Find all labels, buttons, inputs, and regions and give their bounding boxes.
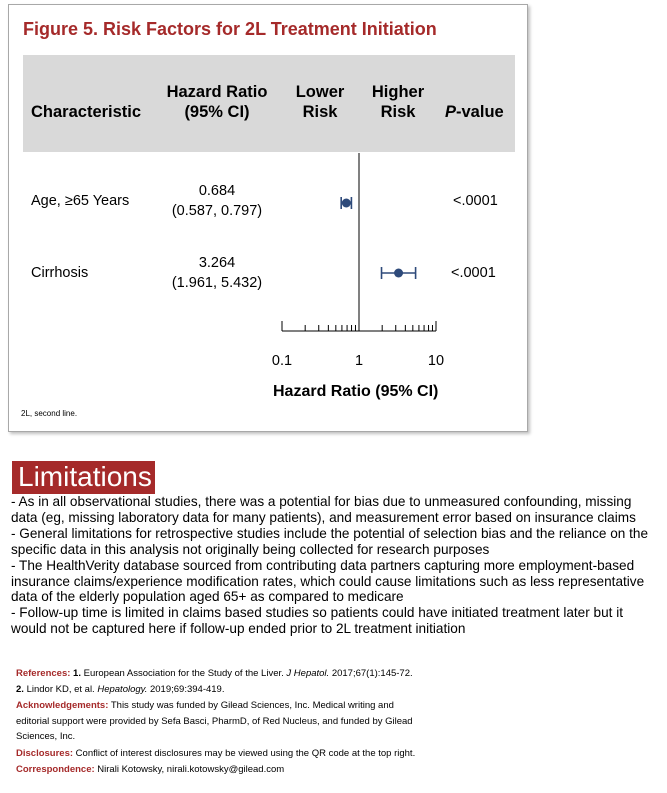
header-higher-risk: Higher Risk <box>371 83 425 121</box>
limitation-item: - Follow-up time is limited in claims based studies so patients could have initiated treatment later but it would not be captured here if follow-up ended prior to 2L treatment initiation <box>11 605 624 637</box>
figure-footnote: 2L, second line. <box>21 409 78 418</box>
hazard-ratio-point <box>394 269 403 278</box>
acknowledgements: Acknowledgements: This study was funded by Gilead Sciences, Inc. Medical writing and editorial support were provided by Sefa Basci, PharmD, of Red Nucleus, and funded by Gilead Sciences, Inc. <box>16 700 413 742</box>
x-tick-label: 0.1 <box>271 353 293 369</box>
limitations-heading: Limitations <box>12 461 155 494</box>
limitations-list <box>11 494 661 637</box>
hazard-ratio-point <box>342 199 351 208</box>
limitation-item: - General limitations for retrospective studies include the potential of selection bias and the reliance on the specific data in this analysis not originally being collected for research purposes <box>11 525 649 557</box>
disclosures: Disclosures: Conflict of interest disclosures may be viewed using the QR code at the top right. <box>16 747 416 759</box>
figure-panel <box>8 4 528 432</box>
x-axis-ticks <box>282 321 436 331</box>
header-p-value: P-value <box>445 103 504 121</box>
plot-marks <box>341 197 415 279</box>
header-lower-risk: Lower Risk <box>295 83 345 121</box>
header-characteristic: Characteristic <box>31 103 142 121</box>
header-hazard-ratio: Hazard Ratio (95% CI) <box>166 83 268 121</box>
row-p-value: <.0001 <box>451 265 496 281</box>
row-hazard-ratio: 3.264 (1.961, 5.432) <box>171 255 263 291</box>
limitation-item: - The HealthVerity database sourced from contributing data partners capturing more employment-based insurance claims/experience modification rates, which could cause limitations such as less representative data of the elderly population aged 65+ as compared to medicare <box>11 557 645 605</box>
figure-title: Figure 5. Risk Factors for 2L Treatment Initiation <box>23 19 437 39</box>
row-characteristic: Cirrhosis <box>31 265 89 281</box>
row-characteristic: Age, ≥65 Years <box>31 193 130 209</box>
row-p-value: <.0001 <box>453 193 498 209</box>
references: References: 1. European Association for the Study of the Liver. J Hepatol. 2017;67(1):145-72. 2. Lindor KD, et al. Hepatology. 2019;69:394-419. <box>16 668 413 695</box>
x-axis-title: Hazard Ratio (95% CI) <box>273 383 439 400</box>
correspondence: Correspondence: Nirali Kotowsky, nirali.kotowsky@gilead.com <box>16 764 285 775</box>
forest-plot <box>9 5 529 433</box>
limitation-item: - As in all observational studies, there was a potential for bias due to unmeasured confounding, missing data (eg, missing laboratory data for many patients), and measurement error based on insurance claims <box>11 494 636 525</box>
row-hazard-ratio: 0.684 (0.587, 0.797) <box>171 183 263 219</box>
x-tick-label: 1 <box>354 353 364 369</box>
x-tick-label: 10 <box>427 353 445 369</box>
references-block <box>16 666 416 779</box>
